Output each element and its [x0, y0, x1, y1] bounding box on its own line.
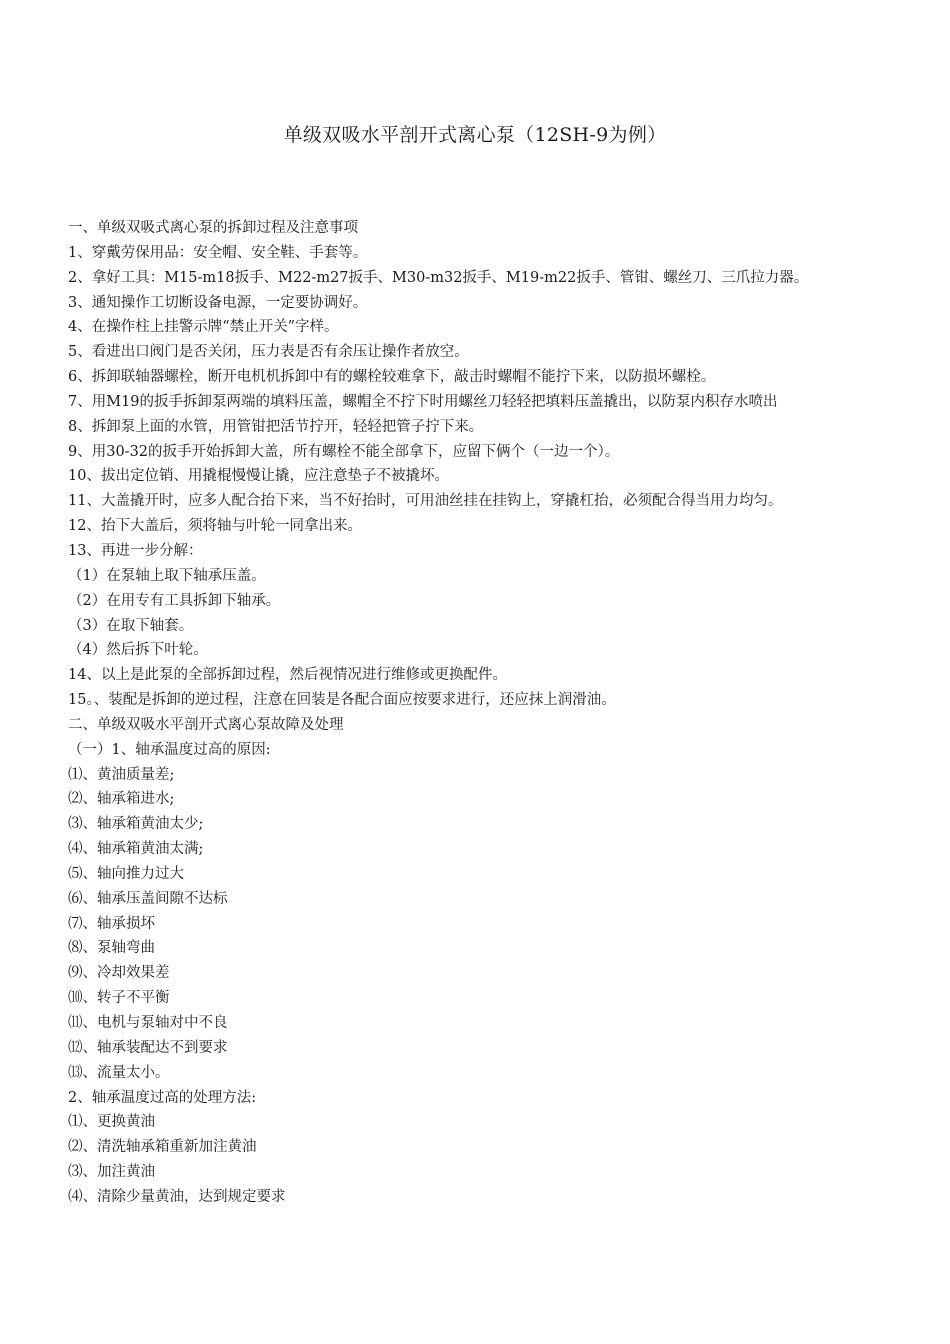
text-line: ⑴、更换黄油: [68, 1114, 155, 1131]
text-line: （一）1、轴承温度过高的原因:: [68, 741, 271, 758]
text-line: 2、轴承温度过高的处理方法:: [68, 1089, 257, 1106]
text-line: ⑽、转子不平衡: [68, 990, 170, 1007]
text-line: 10、拔出定位销、用撬棍慢慢让撬，应注意垫子不被撬坏。: [68, 468, 449, 485]
text-line: ⑷、清除少量黄油，达到规定要求: [68, 1188, 286, 1205]
text-line: 6、拆卸联轴器螺栓，断开电机机拆卸中有的螺栓较难拿下，敲击时螺帽不能拧下来，以防损坏螺栓。: [68, 369, 716, 386]
text-line: 2、拿好工具：M15-m18扳手、M22-m27扳手、M30-m32扳手、M19-m22扳手、管钳、螺丝刀、三爪拉力器。: [68, 269, 809, 286]
text-line: ⑵、清洗轴承箱重新加注黄油: [68, 1139, 257, 1156]
text-line: 5、看进出口阀门是否关闭，压力表是否有余压让操作者放空。: [68, 344, 469, 361]
document-body: [68, 216, 938, 1210]
text-line: 13、再进一步分解：: [68, 542, 203, 559]
text-line: 12、抬下大盖后，须将轴与叶轮一同拿出来。: [68, 518, 362, 535]
text-line: ⒀、流量太小。: [68, 1064, 170, 1081]
text-line: 15。、装配是拆卸的逆过程，注意在回装是各配合面应按要求进行，还应抹上润滑油。: [68, 692, 616, 709]
text-line: ⑴、黄油质量差;: [68, 766, 175, 783]
text-line: ⑷、轴承箱黄油太满;: [68, 841, 204, 858]
text-line: 3、通知操作工切断设备电源，一定要协调好。: [68, 294, 368, 311]
text-line: ⑸、轴向推力过大: [68, 865, 184, 882]
text-line: 4、在操作柱上挂警示牌“禁止开关”字样。: [68, 319, 339, 336]
text-line: （2）在用专有工具拆卸下轴承。: [68, 592, 281, 609]
document-title: 单级双吸水平剖开式离心泵（12SH-9为例）: [283, 124, 667, 146]
text-line: 9、用30-32的扳手开始拆卸大盖，所有螺栓不能全部拿下，应留下俩个（一边一个）。: [68, 443, 620, 460]
text-line: 8、拆卸泵上面的水管，用管钳把活节拧开，轻轻把管子拧下来。: [68, 418, 484, 435]
text-line: 1、穿戴劳保用品：安全帽、安全鞋、手套等。: [68, 244, 368, 261]
text-line: ⑻、泵轴弯曲: [68, 940, 155, 957]
text-line: 一、单级双吸式离心泵的拆卸过程及注意事项: [68, 220, 358, 236]
text-line: （3）在取下轴套。: [68, 617, 194, 634]
text-line: ⑵、轴承箱进水;: [68, 791, 175, 808]
text-line: 14、以上是此泵的全部拆卸过程，然后视情况进行维修或更换配件。: [68, 667, 507, 684]
text-line: （4）然后拆下叶轮。: [68, 642, 208, 659]
text-line: ⑿、轴承装配达不到要求: [68, 1039, 228, 1056]
text-line: ⑹、轴承压盖间隙不达标: [68, 890, 228, 907]
text-line: 二、单级双吸水平剖开式离心泵故障及处理: [68, 716, 344, 733]
text-line: ⑾、电机与泵轴对中不良: [68, 1015, 228, 1031]
text-line: ⑺、轴承损坏: [68, 915, 155, 932]
text-line: ⑼、冷却效果差: [68, 965, 170, 982]
text-line: （1）在泵轴上取下轴承压盖。: [68, 567, 266, 584]
text-line: ⑶、加注黄油: [68, 1164, 155, 1181]
text-line: 11、大盖撬开时，应多人配合抬下来，当不好抬时，可用油丝挂在挂钩上，穿撬杠抬，必须配合得当用力均匀。: [68, 493, 783, 510]
text-line: 7、用M19的扳手拆卸泵两端的填料压盖，螺帽全不拧下时用螺丝刀轻轻把填料压盖撬出，以防泵内积存水喷出: [68, 393, 778, 410]
text-line: ⑶、轴承箱黄油太少;: [68, 816, 204, 833]
